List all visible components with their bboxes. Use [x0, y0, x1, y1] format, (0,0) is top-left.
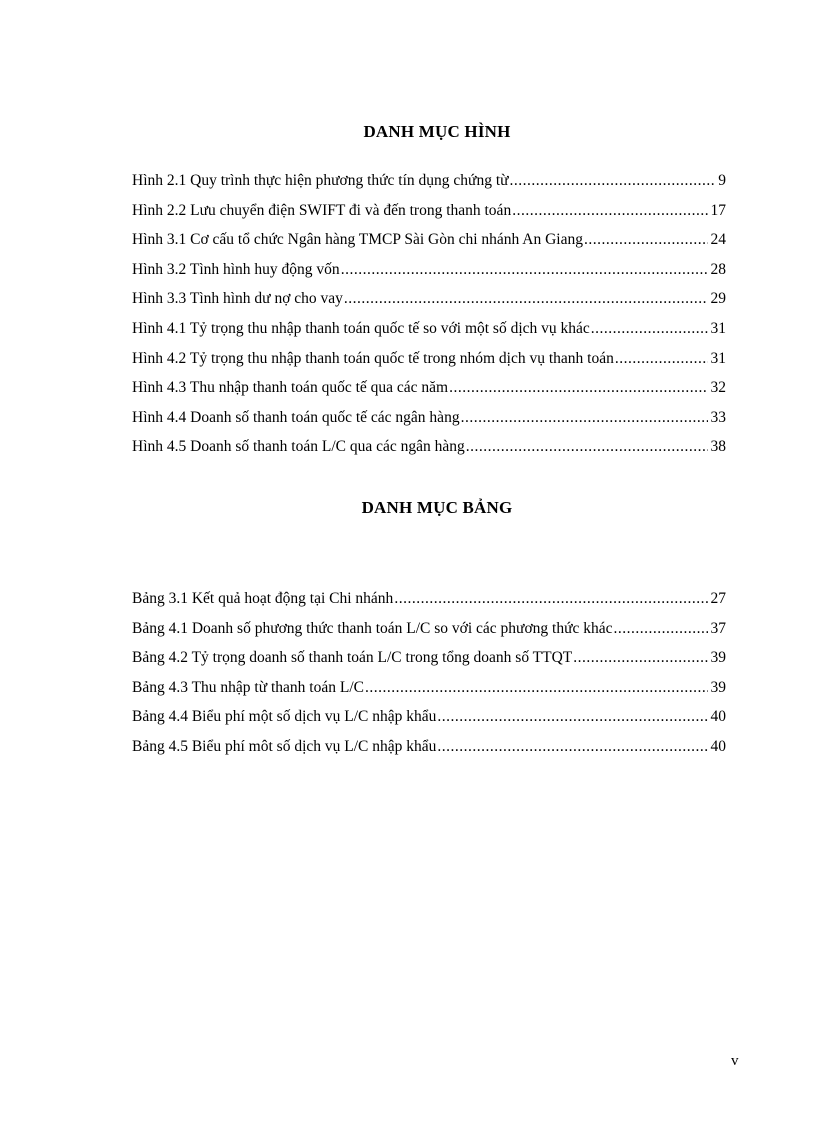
table-entry-page: 40 — [710, 737, 726, 755]
table-entry-label: Bảng 4.5 Biểu phí môt số dịch vụ L/C nhập khẩu — [132, 737, 437, 755]
table-entry — [132, 649, 726, 679]
figure-entry — [132, 438, 726, 468]
table-entry — [132, 590, 726, 620]
table-entry-label: Bảng 4.4 Biểu phí một số dịch vụ L/C nhập khẩu — [132, 708, 437, 726]
figure-entry-label: Hình 4.5 Doanh số thanh toán L/C qua các ngân hàng — [132, 438, 465, 456]
figure-list-title: DANH MỤC HÌNH — [363, 122, 511, 141]
figure-entry-page: 28 — [710, 260, 726, 278]
table-entry-page: 40 — [710, 708, 726, 726]
figure-entry-label: Hình 4.3 Thu nhập thanh toán quốc tế qua các năm — [132, 379, 449, 397]
figure-entry — [132, 231, 726, 261]
table-entry-page: 27 — [710, 590, 726, 607]
figure-entry — [132, 379, 726, 409]
table-entry-label: Bảng 4.1 Doanh số phương thức thanh toán L/C so với các phương thức khác — [132, 619, 613, 637]
table-list — [132, 590, 726, 768]
dot-leader — [394, 590, 707, 608]
figure-list — [132, 172, 726, 468]
dot-leader — [512, 202, 707, 220]
dot-leader — [437, 738, 707, 756]
figure-entry-page: 31 — [710, 319, 726, 337]
dot-leader — [573, 649, 707, 667]
table-entry — [132, 708, 726, 738]
figure-entry — [132, 350, 726, 380]
figure-entry-label: Hình 3.1 Cơ cấu tổ chức Ngân hàng TMCP Sài Gòn chi nhánh An Giang — [132, 231, 583, 249]
page-number: v — [731, 1053, 739, 1069]
table-entry-page: 39 — [710, 649, 726, 667]
figure-entry — [132, 172, 726, 202]
figure-entry-page: 17 — [710, 201, 726, 219]
figure-entry-label: Hình 4.1 Tỷ trọng thu nhập thanh toán quốc tế so với một số dịch vụ khác — [132, 319, 590, 337]
table-entry-label: Bảng 4.3 Thu nhập từ thanh toán L/C — [132, 678, 364, 696]
figure-entry-page: 33 — [710, 408, 726, 426]
dot-leader — [449, 379, 707, 397]
figure-entry — [132, 409, 726, 439]
dot-leader — [344, 290, 708, 308]
table-entry-page: 37 — [710, 619, 726, 637]
dot-leader — [466, 438, 708, 456]
table-entry-label: Bảng 4.2 Tỷ trọng doanh số thanh toán L/C trong tổng doanh số TTQT — [132, 649, 573, 667]
figure-entry — [132, 320, 726, 350]
figure-entry-page: 32 — [710, 379, 726, 397]
figure-entry — [132, 202, 726, 232]
figure-entry — [132, 261, 726, 291]
dot-leader — [510, 172, 716, 190]
dot-leader — [437, 708, 707, 726]
figure-entry-page: 24 — [710, 231, 726, 249]
table-list-title: DANH MỤC BẢNG — [361, 498, 513, 517]
figure-entry-label: Hình 4.2 Tỷ trọng thu nhập thanh toán quốc tế trong nhóm dịch vụ thanh toán — [132, 349, 614, 367]
figure-entry-label: Hình 4.4 Doanh số thanh toán quốc tế các ngân hàng — [132, 408, 460, 426]
dot-leader — [615, 350, 708, 368]
figure-entry-page: 9 — [718, 172, 726, 189]
figure-entry-label: Hình 2.1 Quy trình thực hiện phương thức tín dụng chứng từ — [132, 172, 509, 189]
figure-entry-label: Hình 3.3 Tình hình dư nợ cho vay — [132, 290, 343, 308]
figure-entry-label: Hình 2.2 Lưu chuyển điện SWIFT đi và đến trong thanh toán — [132, 201, 512, 219]
dot-leader — [591, 320, 708, 338]
dot-leader — [341, 261, 708, 279]
table-entry — [132, 620, 726, 650]
figure-entry-page: 29 — [710, 290, 726, 308]
figure-entry — [132, 290, 726, 320]
dot-leader — [461, 409, 708, 427]
figure-entry-page: 38 — [710, 438, 726, 456]
table-entry-label: Bảng 3.1 Kết quả hoạt động tại Chi nhánh — [132, 590, 394, 607]
dot-leader — [584, 231, 708, 249]
table-entry — [132, 679, 726, 709]
figure-entry-label: Hình 3.2 Tình hình huy động vốn — [132, 260, 340, 278]
table-entry — [132, 738, 726, 768]
dot-leader — [365, 679, 708, 697]
figure-entry-page: 31 — [710, 349, 726, 367]
dot-leader — [614, 620, 708, 638]
table-entry-page: 39 — [710, 678, 726, 696]
